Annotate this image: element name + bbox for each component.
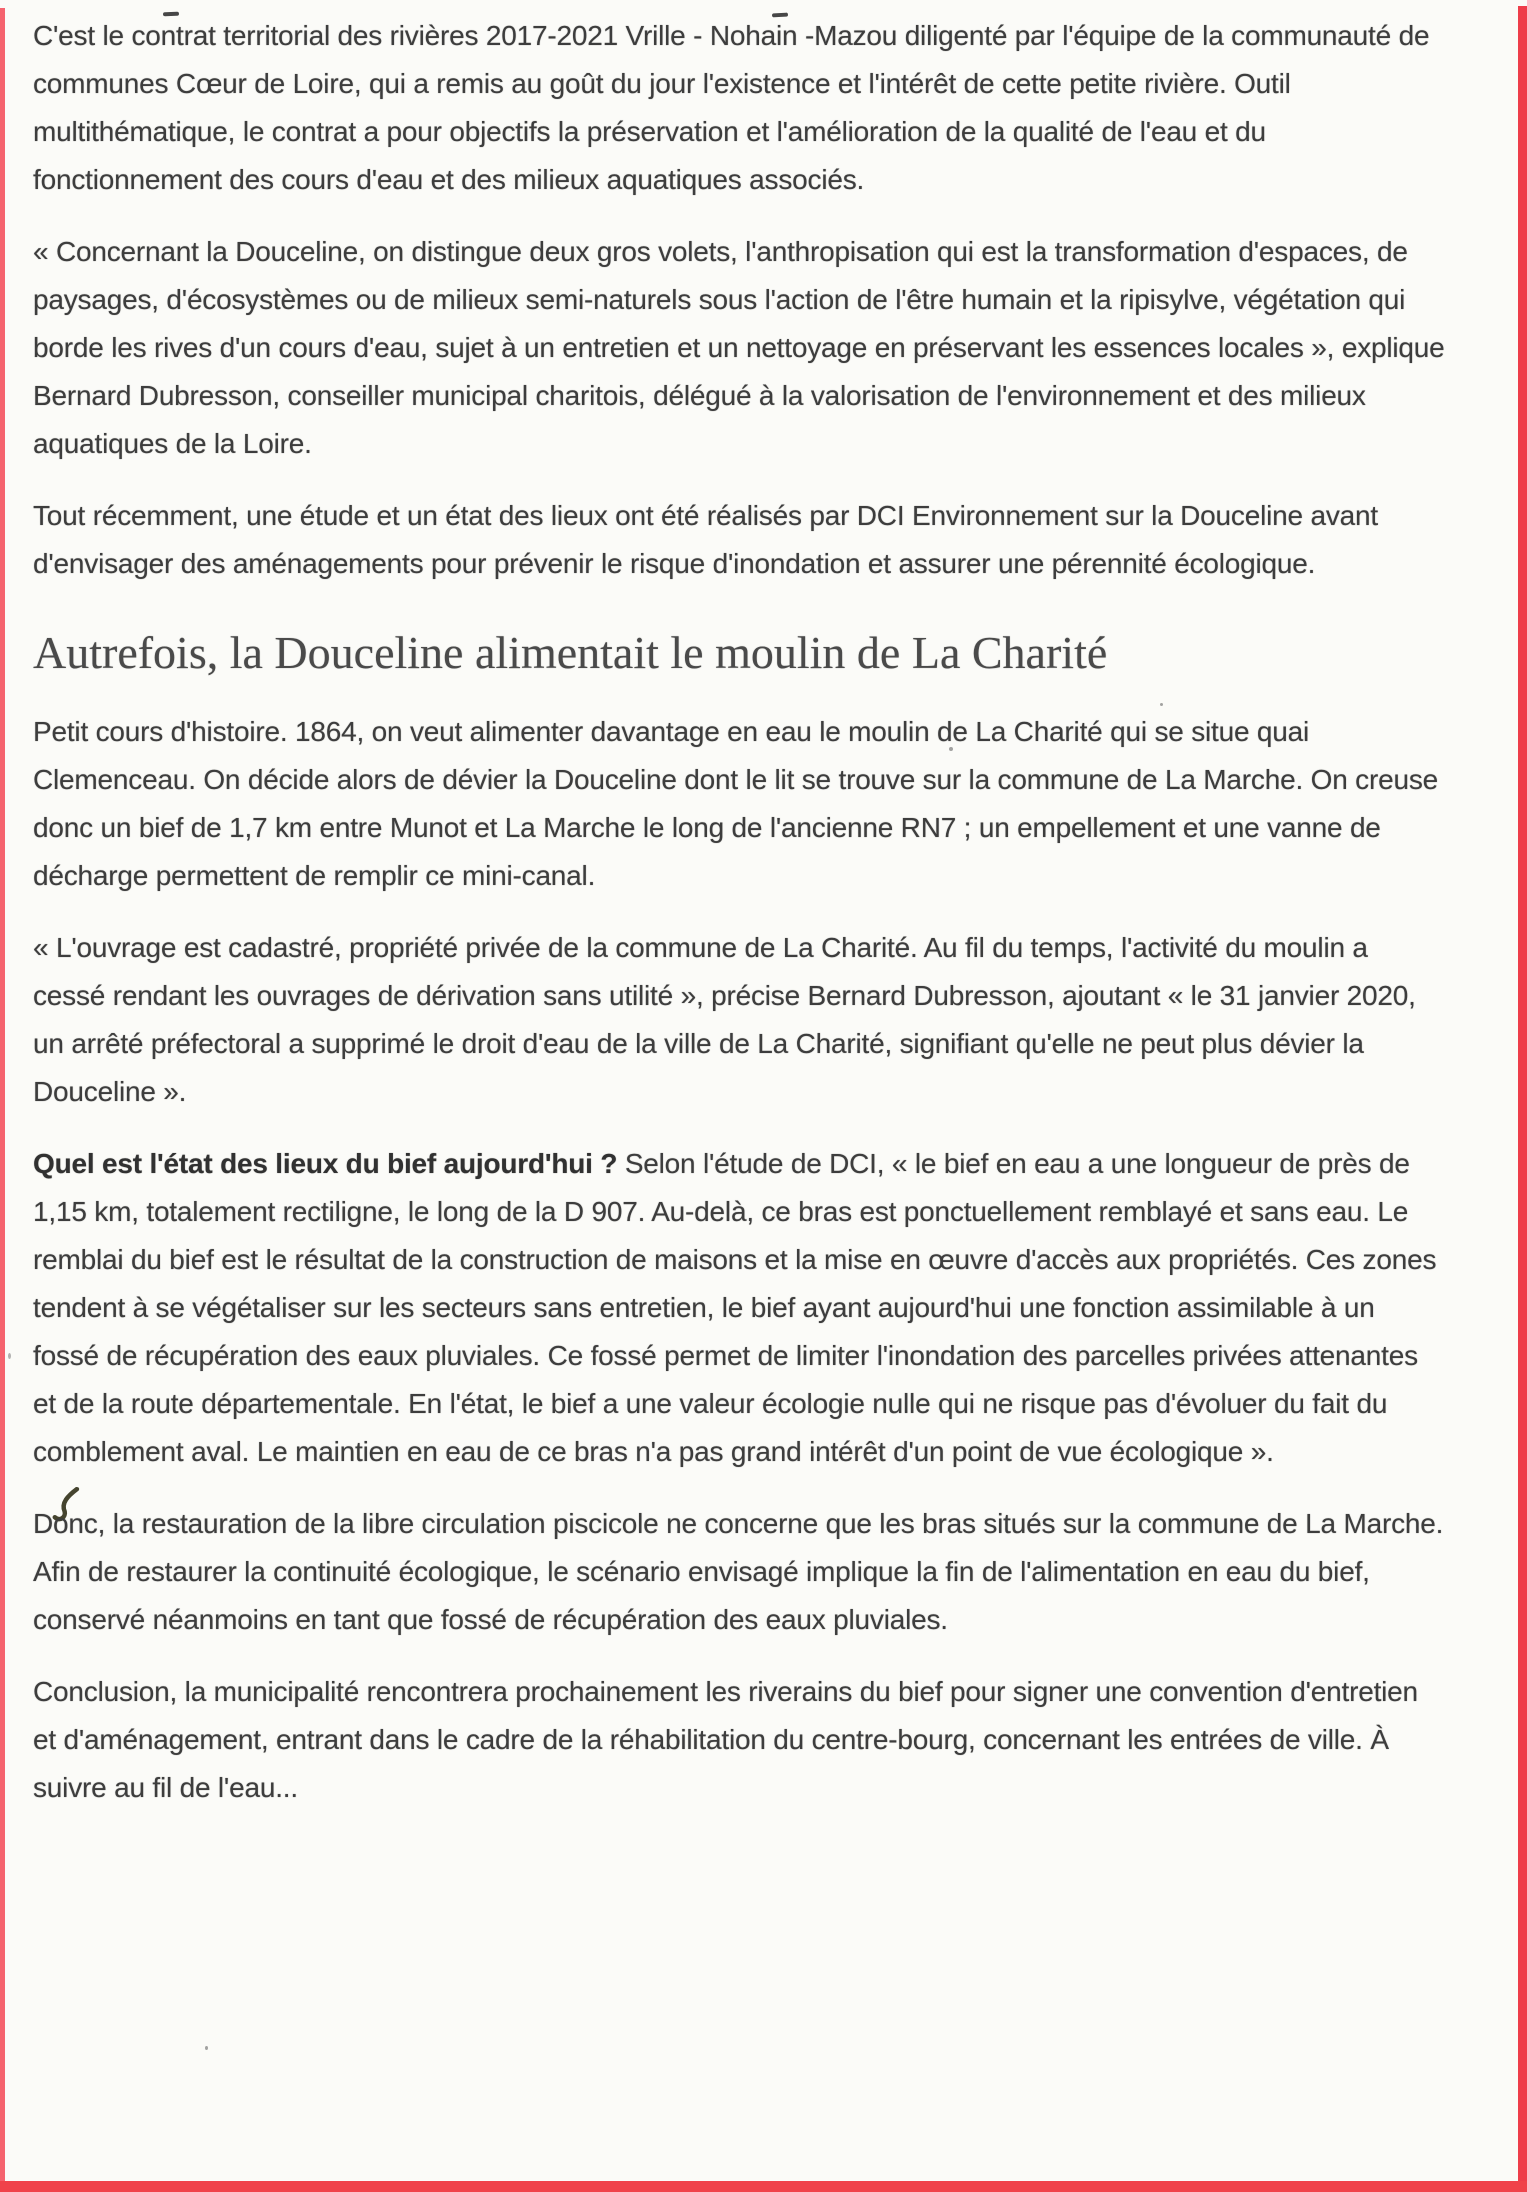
section-heading: Autrefois, la Douceline alimentait le moulin de La Charité bbox=[33, 627, 1108, 678]
article-paragraph bbox=[33, 1140, 1445, 1476]
article-paragraph: Petit cours d'histoire. 1864, on veut alimenter davantage en eau le moulin de La Charité qui se situe quai Clemenceau. On décide alors de dévier la Douceline dont le lit se trouve sur la commune de La Marche. On creuse donc un bief de 1,7 km entre Munot et La Marche le long de l'ancienne RN7 ; un empellement et une vanne de décharge permettent de remplir ce mini-canal. bbox=[33, 716, 1438, 891]
article-paragraph: C'est le contrat territorial des rivières 2017-2021 Vrille - Nohain -Mazou diligenté par l'équipe de la communauté de communes Cœur de Loire, qui a remis au goût du jour l'existence et l'intérêt de cette petite rivière. Outil multithématique, le contrat a pour objectifs la préservation et l'amélioration de la qualité de l'eau et du fonctionnement des cours d'eau et des milieux aquatiques associés. bbox=[33, 20, 1430, 195]
paragraph-text: Selon l'étude de DCI, « le bief en eau a une longueur de près de 1,15 km, totalement rectiligne, le long de la D 907. Au-delà, ce bras est ponctuellement remblayé et sans eau. Le remblai du bief est le résultat de la construction de maisons et la mise en œuvre d'accès aux propriétés. Ces zones tendent à se végétaliser sur les secteurs sans entretien, le bief ayant aujourd'hui une fonction assimilable à un fossé de récupération des eaux pluviales. Ce fossé permet de limiter l'inondation des parcelles privées attenantes et de la route départementale. En l'état, le bief a une valeur écologie nulle qui ne risque pas d'évoluer du fait du comblement aval. Le maintien en eau de ce bras n'a pas grand intérêt d'un point de vue écologique ». bbox=[33, 1148, 1437, 1467]
page-border-left bbox=[0, 8, 5, 2192]
paragraph-bold-lead: Quel est l'état des lieux du bief aujourd'hui ? bbox=[33, 1148, 625, 1179]
scan-speck-artifact bbox=[205, 2046, 208, 2050]
page-border-bottom bbox=[0, 2181, 1527, 2192]
scan-speck-artifact bbox=[8, 1353, 11, 1359]
article-paragraph: Donc, la restauration de la libre circulation piscicole ne concerne que les bras situés sur la commune de La Marche. Afin de restaurer la continuité écologique, le scénario envisagé implique la fin de l'alimentation en eau du bief, conservé néanmoins en tant que fossé de récupération des eaux pluviales. bbox=[33, 1508, 1444, 1635]
article-body bbox=[33, 12, 1445, 1836]
article-paragraph: Tout récemment, une étude et un état des lieux ont été réalisés par DCI Environnement sur la Douceline avant d'envisager des aménagements pour prévenir le risque d'inondation et assurer une pérennité écologique. bbox=[33, 500, 1378, 579]
article-paragraph: Conclusion, la municipalité rencontrera prochainement les riverains du bief pour signer une convention d'entretien et d'aménagement, entrant dans le cadre de la réhabilitation du centre-bourg, concernant les entrées de ville. À suivre au fil de l'eau... bbox=[33, 1676, 1418, 1803]
article-paragraph: « Concernant la Douceline, on distingue deux gros volets, l'anthropisation qui est la transformation d'espaces, de paysages, d'écosystèmes ou de milieux semi-naturels sous l'action de l'être humain et la ripisylve, végétation qui borde les rives d'un cours d'eau, sujet à un entretien et un nettoyage en préservant les essences locales », explique Bernard Dubresson, conseiller municipal charitois, délégué à la valorisation de l'environnement et des milieux aquatiques de la Loire. bbox=[33, 236, 1445, 459]
article-paragraph: « L'ouvrage est cadastré, propriété privée de la commune de La Charité. Au fil du temps, l'activité du moulin a cessé rendant les ouvrages de dérivation sans utilité », précise Bernard Dubresson, ajoutant « le 31 janvier 2020, un arrêté préfectoral a supprimé le droit d'eau de la ville de La Charité, signifiant qu'elle ne peut plus dévier la Douceline ». bbox=[33, 932, 1416, 1107]
page-border-right bbox=[1518, 6, 1527, 2192]
